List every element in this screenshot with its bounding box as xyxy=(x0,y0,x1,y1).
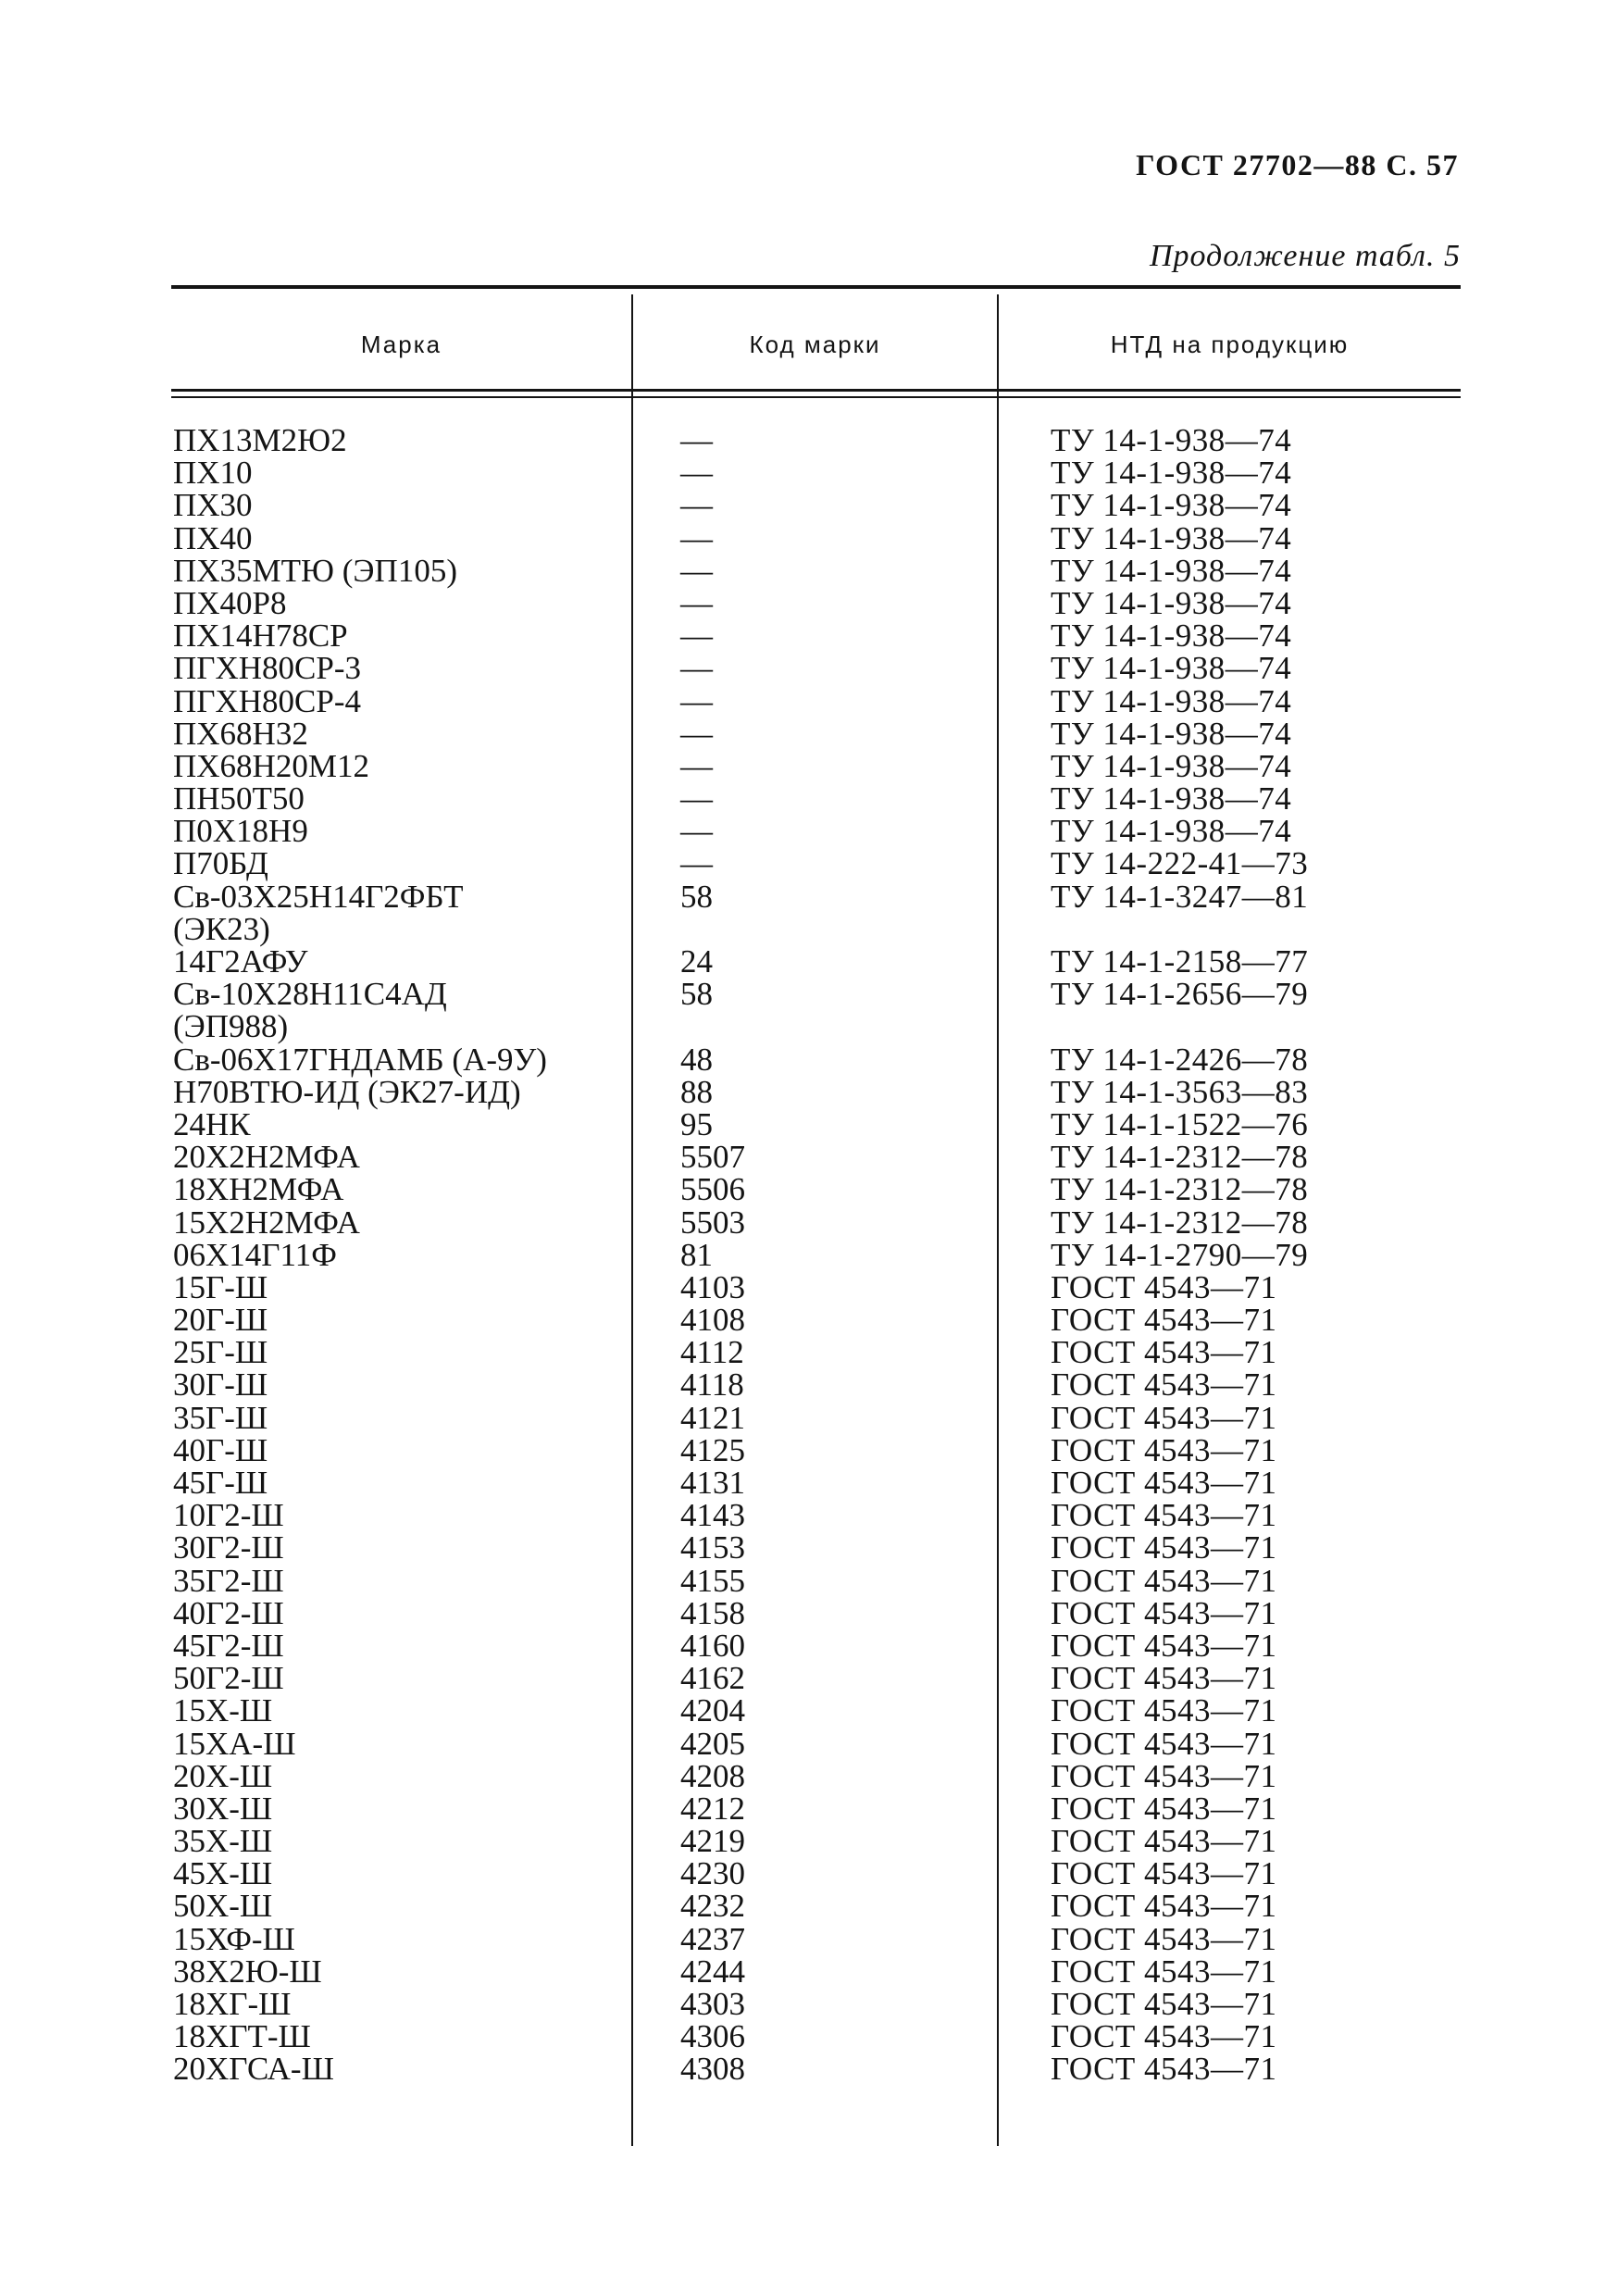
cell-mark: 18ХГТ-Ш xyxy=(173,2018,311,2055)
cell-mark: Н70ВТЮ-ИД (ЭК27-ИД) xyxy=(173,1073,521,1110)
column-header-mark: Марка xyxy=(360,331,442,358)
cell-ntd: ТУ 14-1-2312—78 xyxy=(1051,1204,1309,1241)
cell-mark: ПГХН80СР-3 xyxy=(173,650,362,687)
table-row xyxy=(0,1792,1618,1825)
cell-mark: Св-03Х25Н14Г2ФБТ (ЭК23) xyxy=(173,878,464,947)
cell-code: 4103 xyxy=(680,1268,745,1305)
cell-code: 4143 xyxy=(680,1497,745,1534)
cell-mark: Св-06Х17ГНДАМБ (А-9У) xyxy=(173,1041,547,1078)
table-row xyxy=(0,1043,1618,1076)
cell-ntd: ГОСТ 4543—71 xyxy=(1051,1790,1277,1827)
cell-ntd: ГОСТ 4543—71 xyxy=(1051,1366,1277,1404)
table-row xyxy=(0,519,1618,556)
cell-mark: ПХ30 xyxy=(173,487,253,524)
cell-code: — xyxy=(680,813,713,850)
table-row xyxy=(0,424,1618,456)
cell-code: — xyxy=(680,682,713,719)
cell-ntd: ТУ 14-1-938—74 xyxy=(1051,682,1292,719)
cell-code: — xyxy=(680,845,713,882)
cell-ntd: ТУ 14-1-1522—76 xyxy=(1051,1105,1309,1142)
cell-ntd: ТУ 14-1-2312—78 xyxy=(1051,1171,1309,1208)
table-body xyxy=(0,424,1618,2086)
cell-mark: 15Г-Ш xyxy=(173,1268,268,1305)
cell-code: 4306 xyxy=(680,2018,745,2055)
cell-mark: 18ХН2МФА xyxy=(173,1171,344,1208)
table-row xyxy=(0,2020,1618,2053)
cell-code: 4153 xyxy=(680,1529,745,1566)
cell-ntd: ТУ 14-1-938—74 xyxy=(1051,584,1292,621)
cell-ntd: ТУ 14-1-3247—81 xyxy=(1051,878,1309,915)
cell-ntd: ГОСТ 4543—71 xyxy=(1051,1986,1277,2023)
page-header: ГОСТ 27702—88 С. 57 xyxy=(1136,148,1459,181)
table-row xyxy=(0,715,1618,752)
table-row xyxy=(0,1986,1618,2023)
cell-code: 4232 xyxy=(680,1888,745,1925)
table-row xyxy=(0,976,1618,1045)
table-row xyxy=(0,782,1618,815)
table-row xyxy=(0,1465,1618,1502)
table-caption: Продолжение табл. 5 xyxy=(1149,239,1461,273)
cell-ntd: ТУ 14-1-2158—77 xyxy=(1051,943,1309,980)
table-row xyxy=(0,455,1618,492)
cell-ntd: ГОСТ 4543—71 xyxy=(1051,1562,1277,1599)
cell-mark: 20Х2Н2МФА xyxy=(173,1139,360,1176)
cell-mark: 30Г2-Ш xyxy=(173,1529,284,1566)
cell-code: 88 xyxy=(680,1073,713,1110)
cell-ntd: ТУ 14-1-938—74 xyxy=(1051,519,1292,556)
cell-mark: 35Х-Ш xyxy=(173,1823,273,1860)
cell-mark: ПХ13М2Ю2 xyxy=(173,422,347,458)
table-row xyxy=(0,1725,1618,1762)
cell-code: — xyxy=(680,650,713,687)
cell-mark: 45Г-Ш xyxy=(173,1465,268,1502)
cell-mark: ПХ14Н78СР xyxy=(173,618,348,655)
table-row xyxy=(0,1594,1618,1631)
cell-code: 4230 xyxy=(680,1855,745,1892)
table-row xyxy=(0,1302,1618,1339)
cell-code: — xyxy=(680,780,713,817)
table-row xyxy=(0,813,1618,850)
cell-ntd: ГОСТ 4543—71 xyxy=(1051,1529,1277,1566)
table-row xyxy=(0,1694,1618,1727)
cell-mark: 10Г2-Ш xyxy=(173,1497,284,1534)
cell-mark: 35Г2-Ш xyxy=(173,1562,284,1599)
cell-code: 4121 xyxy=(680,1399,745,1436)
cell-mark: ПХ68Н20М12 xyxy=(173,747,369,784)
table-row xyxy=(0,1955,1618,1988)
cell-mark: 50Х-Ш xyxy=(173,1888,273,1925)
cell-mark: 15ХФ-Ш xyxy=(173,1920,295,1957)
cell-code: — xyxy=(680,487,713,524)
cell-mark: ПГХН80СР-4 xyxy=(173,682,362,719)
cell-code: 95 xyxy=(680,1105,713,1142)
cell-code: 4303 xyxy=(680,1986,745,2023)
cell-code: 81 xyxy=(680,1236,713,1273)
cell-mark: П70БД xyxy=(173,845,268,882)
cell-code: 4155 xyxy=(680,1562,745,1599)
table-row xyxy=(0,1920,1618,1957)
cell-ntd: ГОСТ 4543—71 xyxy=(1051,1399,1277,1436)
table-row xyxy=(0,1206,1618,1239)
cell-mark: 24НК xyxy=(173,1105,251,1142)
cell-code: 4160 xyxy=(680,1627,745,1664)
cell-code: — xyxy=(680,455,713,492)
cell-ntd: ГОСТ 4543—71 xyxy=(1051,1302,1277,1339)
table-row xyxy=(0,1366,1618,1404)
cell-mark: 38Х2Ю-Ш xyxy=(173,1953,322,1990)
cell-ntd: ТУ 14-1-3563—83 xyxy=(1051,1073,1309,1110)
cell-ntd: ГОСТ 4543—71 xyxy=(1051,1920,1277,1957)
table-top-rule xyxy=(171,285,1461,289)
cell-mark: 06Х14Г11Ф xyxy=(173,1236,337,1273)
cell-code: 4244 xyxy=(680,1953,745,1990)
cell-mark: ПХ10 xyxy=(173,455,253,492)
cell-ntd: ТУ 14-1-938—74 xyxy=(1051,455,1292,492)
cell-code: 5507 xyxy=(680,1139,745,1176)
table-row xyxy=(0,682,1618,719)
cell-code: 4208 xyxy=(680,1757,745,1794)
cell-code: 4131 xyxy=(680,1465,745,1502)
table-row xyxy=(0,847,1618,880)
table-row xyxy=(0,1073,1618,1110)
cell-code: — xyxy=(680,422,713,458)
cell-ntd: ТУ 14-1-2790—79 xyxy=(1051,1236,1309,1273)
cell-code: — xyxy=(680,519,713,556)
cell-code: 4158 xyxy=(680,1594,745,1631)
cell-ntd: ГОСТ 4543—71 xyxy=(1051,1953,1277,1990)
cell-code: 58 xyxy=(680,976,713,1013)
table-row xyxy=(0,1629,1618,1662)
cell-code: — xyxy=(680,747,713,784)
cell-mark: 35Г-Ш xyxy=(173,1399,268,1436)
cell-ntd: ГОСТ 4543—71 xyxy=(1051,1855,1277,1892)
cell-ntd: ТУ 14-1-938—74 xyxy=(1051,780,1292,817)
cell-ntd: ТУ 14-1-2312—78 xyxy=(1051,1139,1309,1176)
cell-mark: П0Х18Н9 xyxy=(173,813,308,850)
cell-mark: 20Г-Ш xyxy=(173,1302,268,1339)
table-row xyxy=(0,1823,1618,1860)
cell-ntd: ТУ 14-1-938—74 xyxy=(1051,715,1292,752)
cell-code: 4204 xyxy=(680,1692,745,1729)
cell-ntd: ТУ 14-1-938—74 xyxy=(1051,650,1292,687)
table-row xyxy=(0,1757,1618,1794)
cell-mark: ПХ40 xyxy=(173,519,253,556)
cell-code: — xyxy=(680,584,713,621)
table-row xyxy=(0,1562,1618,1599)
cell-ntd: ТУ 14-1-938—74 xyxy=(1051,552,1292,589)
table-row xyxy=(0,1888,1618,1925)
header-bottom-rule-second xyxy=(171,396,1461,398)
header-bottom-rule xyxy=(171,389,1461,392)
cell-mark: ПХ40Р8 xyxy=(173,584,287,621)
cell-ntd: ТУ 14-1-938—74 xyxy=(1051,618,1292,655)
table-row xyxy=(0,650,1618,687)
cell-code: 4237 xyxy=(680,1920,745,1957)
table-row xyxy=(0,880,1618,945)
cell-ntd: ГОСТ 4543—71 xyxy=(1051,1627,1277,1664)
table-row xyxy=(0,1236,1618,1273)
table-row xyxy=(0,1497,1618,1534)
cell-code: 4125 xyxy=(680,1431,745,1468)
cell-mark: 15Х2Н2МФА xyxy=(173,1204,360,1241)
table-row xyxy=(0,1105,1618,1142)
cell-code: — xyxy=(680,552,713,589)
column-header-code: Код марки xyxy=(749,331,881,358)
cell-code: — xyxy=(680,715,713,752)
cell-code: 58 xyxy=(680,878,713,915)
table-row xyxy=(0,1171,1618,1208)
cell-mark: 50Г2-Ш xyxy=(173,1660,284,1697)
cell-mark: 30Г-Ш xyxy=(173,1366,268,1404)
cell-ntd: ГОСТ 4543—71 xyxy=(1051,1497,1277,1534)
cell-ntd: ГОСТ 4543—71 xyxy=(1051,1888,1277,1925)
cell-code: 4162 xyxy=(680,1660,745,1697)
cell-mark: 45Г2-Ш xyxy=(173,1627,284,1664)
cell-mark: ПН50Т50 xyxy=(173,780,305,817)
cell-ntd: ТУ 14-1-938—74 xyxy=(1051,813,1292,850)
cell-ntd: ГОСТ 4543—71 xyxy=(1051,1594,1277,1631)
cell-code: 4108 xyxy=(680,1302,745,1339)
cell-mark: 25Г-Ш xyxy=(173,1334,268,1371)
cell-ntd: ТУ 14-1-2426—78 xyxy=(1051,1041,1309,1078)
cell-ntd: ТУ 14-222-41—73 xyxy=(1051,845,1309,882)
cell-mark: 20ХГСА-Ш xyxy=(173,2051,334,2088)
cell-code: 4212 xyxy=(680,1790,745,1827)
table-row xyxy=(0,1431,1618,1468)
table-row xyxy=(0,747,1618,784)
table-row xyxy=(0,2051,1618,2088)
cell-mark: 15ХА-Ш xyxy=(173,1725,296,1762)
table-row xyxy=(0,1139,1618,1176)
cell-ntd: ГОСТ 4543—71 xyxy=(1051,1692,1277,1729)
table-row xyxy=(0,1334,1618,1371)
cell-code: — xyxy=(680,618,713,655)
cell-mark: Св-10Х28Н11С4АД (ЭП988) xyxy=(173,976,447,1045)
cell-ntd: ГОСТ 4543—71 xyxy=(1051,1757,1277,1794)
cell-code: 48 xyxy=(680,1041,713,1078)
cell-mark: 40Г-Ш xyxy=(173,1431,268,1468)
table-row xyxy=(0,552,1618,589)
cell-ntd: ТУ 14-1-938—74 xyxy=(1051,487,1292,524)
cell-mark: 18ХГ-Ш xyxy=(173,1986,292,2023)
cell-code: 5503 xyxy=(680,1204,745,1241)
cell-ntd: ГОСТ 4543—71 xyxy=(1051,1334,1277,1371)
cell-ntd: ГОСТ 4543—71 xyxy=(1051,1725,1277,1762)
table-row xyxy=(0,945,1618,978)
table-row xyxy=(0,1857,1618,1890)
cell-ntd: ГОСТ 4543—71 xyxy=(1051,2051,1277,2088)
cell-code: 4205 xyxy=(680,1725,745,1762)
cell-code: 24 xyxy=(680,943,713,980)
table-row xyxy=(0,584,1618,621)
cell-ntd: ТУ 14-1-938—74 xyxy=(1051,422,1292,458)
table-row xyxy=(0,1531,1618,1564)
cell-code: 4219 xyxy=(680,1823,745,1860)
cell-mark: 15Х-Ш xyxy=(173,1692,273,1729)
cell-code: 5506 xyxy=(680,1171,745,1208)
cell-mark: 30Х-Ш xyxy=(173,1790,273,1827)
cell-ntd: ТУ 14-1-938—74 xyxy=(1051,747,1292,784)
table-row xyxy=(0,1399,1618,1436)
cell-mark: ПХ68Н32 xyxy=(173,715,308,752)
cell-ntd: ГОСТ 4543—71 xyxy=(1051,1268,1277,1305)
table-row xyxy=(0,618,1618,655)
cell-mark: 14Г2АФУ xyxy=(173,943,308,980)
cell-code: 4118 xyxy=(680,1366,744,1404)
cell-mark: 40Г2-Ш xyxy=(173,1594,284,1631)
cell-ntd: ТУ 14-1-2656—79 xyxy=(1051,976,1309,1013)
column-header-ntd: НТД на продукцию xyxy=(1110,331,1350,358)
cell-ntd: ГОСТ 4543—71 xyxy=(1051,1431,1277,1468)
cell-ntd: ГОСТ 4543—71 xyxy=(1051,1823,1277,1860)
cell-ntd: ГОСТ 4543—71 xyxy=(1051,2018,1277,2055)
table-row xyxy=(0,1268,1618,1305)
cell-code: 4308 xyxy=(680,2051,745,2088)
cell-mark: 45Х-Ш xyxy=(173,1855,273,1892)
cell-mark: 20Х-Ш xyxy=(173,1757,273,1794)
cell-mark: ПХ35МТЮ (ЭП105) xyxy=(173,552,457,589)
cell-code: 4112 xyxy=(680,1334,744,1371)
table-row xyxy=(0,1660,1618,1697)
cell-ntd: ГОСТ 4543—71 xyxy=(1051,1660,1277,1697)
cell-ntd: ГОСТ 4543—71 xyxy=(1051,1465,1277,1502)
table-row xyxy=(0,487,1618,524)
